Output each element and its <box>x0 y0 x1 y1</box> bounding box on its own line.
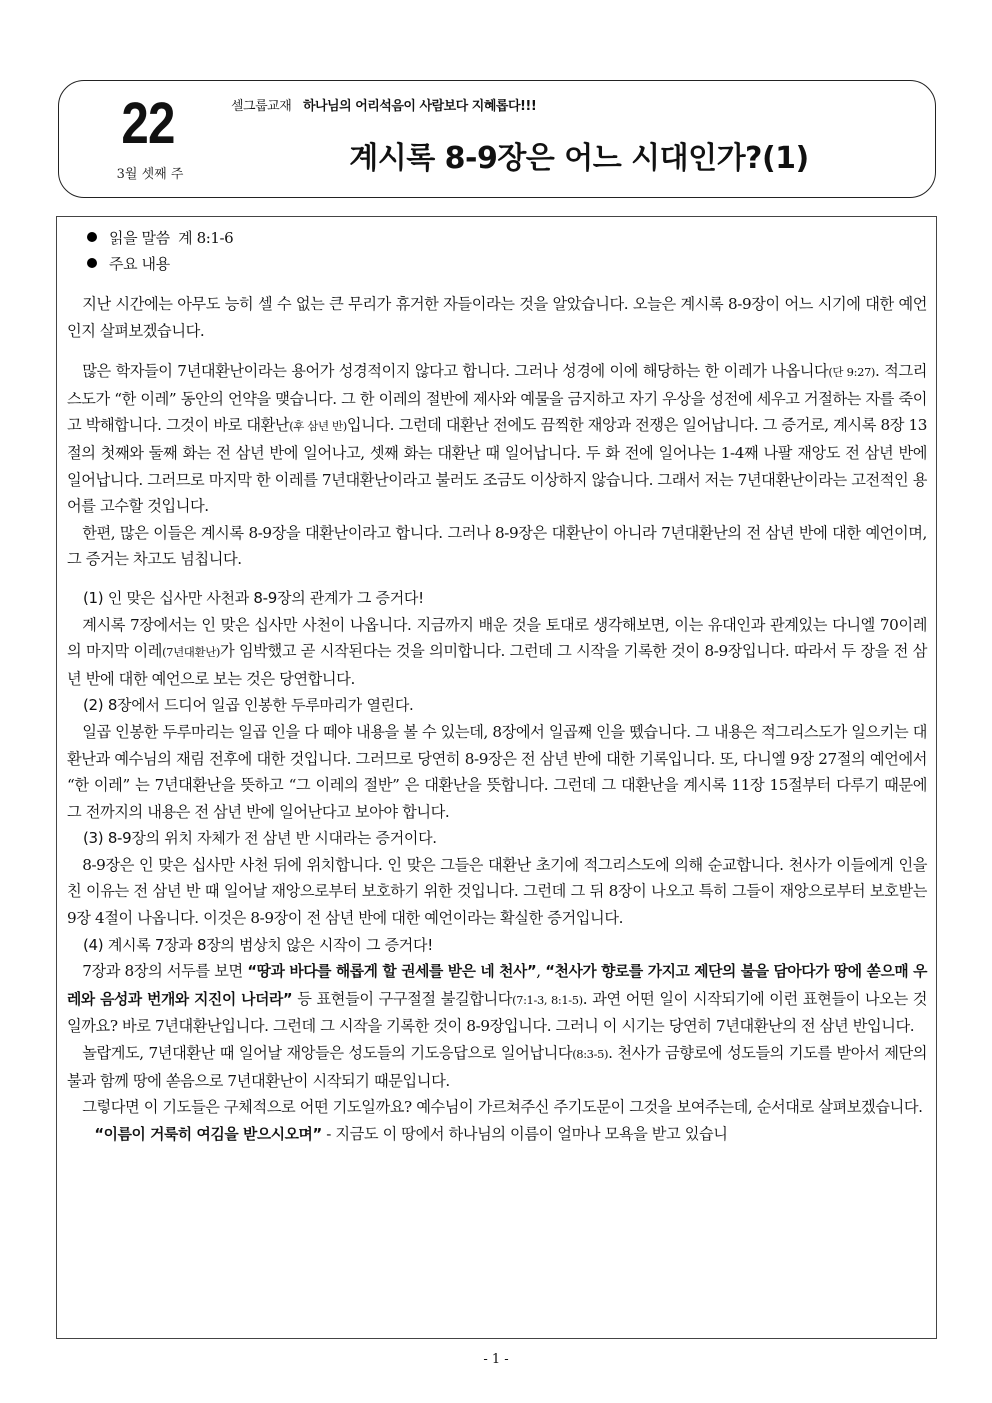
reading-label: 읽을 말씀 <box>109 229 170 247</box>
text-span: 많은 학자들이 7년대환난이라는 용어가 성경적이지 않다고 합니다. 그러나 성경에 이에 해당하는 한 이레가 나옵니다 <box>82 362 829 381</box>
paragraph-thesis: 한편, 많은 이들은 계시록 8-9장을 대환난이라고 합니다. 그러나 8-9장은 대환난이 아니라 7년대환난의 전 삼년 반에 대한 예언이며, 그 증거는 차고도 넘칩니다. <box>67 523 927 569</box>
lesson-week: 3월 셋째 주 <box>116 167 184 182</box>
section-body-1 <box>67 612 927 693</box>
text-span: 입니다. 그런데 대환난 전에도 끔찍한 재앙과 전쟁은 일어납니다. 그 증거로, 계시록 8장 13절의 첫째와 둘째 화는 전 삼년 반에 일어나고, 셋째 화는 대환난 때 일어납니다. 두 화 전에 일어나는 1-4째 나팔 재앙도 전 삼년 반에 일어납니다. 그러므로 마지막 한 이레를 7년대환난이라고 불러도 조금도 이상하지 않습니다. 그래서 저는 7년대환난이라는 고전적인 용어를 고수할 것입니다. <box>67 416 928 516</box>
section-body-7 <box>67 1121 927 1149</box>
scripture-note: (단 9:27) <box>828 365 875 380</box>
section-heading-1: (1) 인 맞은 십사만 사천과 8-9장의 관계가 그 증거다! <box>83 588 424 607</box>
text-span: 가 임박했고 곧 시작된다는 것을 의미합니다. 그런데 그 시작을 기록한 것이 8-9장입니다. 따라서 두 장을 전 삼년 반에 대한 예언으로 보는 것은 당연합니다. <box>67 642 928 688</box>
text-span: . 천사가 금향로에 성도들의 기도를 받아서 제단의 불과 함께 땅에 쏟음으로 7년대환난이 시작되기 때문입니다. <box>67 1044 928 1090</box>
lesson-number: 22 <box>121 91 175 156</box>
content-box <box>56 216 937 1339</box>
scripture-note: (후 삼년 반) <box>289 419 347 434</box>
bullet-icon <box>87 258 97 268</box>
scripture-quote: “땅과 바다를 해롭게 할 권세를 받은 네 천사” <box>247 963 537 981</box>
section-body-5 <box>67 1040 927 1094</box>
text-span: . 적그리스도가 “한 이레” 동안의 언약을 맺습니다. 그 한 이레의 절반에 제사와 예물을 금지하고 자기 우상을 성전에 세우고 거절하는 자를 죽이고 박해합니다. 그것이 바로 대환난 <box>67 362 927 435</box>
text-span: 놀랍게도, 7년대환난 때 일어날 재앙들은 성도들의 기도응답으로 일어납니다 <box>82 1044 573 1063</box>
text-span: . 과연 어떤 일이 시작되기에 이런 표현들이 나오는 것일까요? 바로 7년대환난입니다. 그런데 그 시작을 기록한 것이 8-9장입니다. 그러니 이 시기는 당연히 7년대환난의 전 삼년 반입니다. <box>67 989 927 1036</box>
lesson-content <box>67 225 927 1148</box>
paragraph-seven-year-tribulation <box>67 358 927 520</box>
section-heading-4: (4) 계시록 7장과 8장의 범상치 않은 시작이 그 증거다! <box>83 935 433 954</box>
text-span: - 지금도 이 땅에서 하나님의 이름이 얼마나 모욕을 받고 있습니 <box>321 1124 728 1143</box>
series-line <box>231 95 536 114</box>
reading-reference: 계 8:1-6 <box>178 229 234 247</box>
text-span: 7장과 8장의 서두를 보면 <box>82 962 248 981</box>
scripture-note: (7:1-3, 8:1-5) <box>512 992 583 1007</box>
scripture-note: (8:3-5) <box>572 1047 609 1062</box>
series-motto: 하나님의 어리석음이 사람보다 지혜롭다!!! <box>302 99 537 114</box>
summary-label: 주요 내용 <box>109 255 170 273</box>
series-tag: 셀그룹교재 <box>231 99 292 114</box>
text-span: , <box>536 962 546 981</box>
lesson-title: 계시록 8-9장은 어느 시대인가?(1) <box>349 141 809 176</box>
lesson-header <box>58 80 936 198</box>
section-body-3: 8-9장은 인 맞은 십사만 사천 뒤에 위치합니다. 인 맞은 그들은 대환난 초기에 적그리스도에 의해 순교합니다. 천사가 이들에게 인을 친 이유는 전 삼년 반 때 일어날 재앙으로부터 보호하기 위한 것입니다. 그런데 그 뒤 8장이 나오고 특히 그들이 재앙으로부터 보호받는 9장 4절이 나옵니다. 이것은 8-9장이 전 삼년 반에 대한 예언이라는 확실한 증거입니다. <box>67 855 927 928</box>
text-span: 계시록 7장에서는 인 맞은 십사만 사천이 나옵니다. 지금까지 배운 것을 토대로 생각해보면, 이는 유대인과 관계있는 다니엘 70이레의 마지막 이레 <box>67 615 927 661</box>
scripture-note: (7년대환난) <box>162 645 221 660</box>
page-number: - 1 - <box>483 1352 509 1367</box>
reading-row <box>87 225 927 251</box>
prayer-quote: “이름이 거룩히 여김을 받으시오며” <box>94 1125 322 1143</box>
section-heading-3: (3) 8-9장의 위치 자체가 전 삼년 반 시대라는 증거이다. <box>83 829 437 848</box>
text-span: 등 표현들이 구구절절 불길합니다 <box>292 989 513 1008</box>
summary-row <box>87 251 927 277</box>
scripture-quote: “천사가 향로를 가지고 제단의 불을 담아다가 땅에 쏟으매 우레와 음성과 번개와 지진이 나더라” <box>67 963 927 1008</box>
bullet-icon <box>87 232 97 242</box>
paragraph-intro: 지난 시간에는 아무도 능히 셀 수 없는 큰 무리가 휴거한 자들이라는 것을 알았습니다. 오늘은 계시록 8-9장이 어느 시기에 대한 예언인지 살펴보겠습니다. <box>67 295 927 340</box>
section-body-4 <box>67 958 927 1040</box>
section-body-6: 그렇다면 이 기도들은 구체적으로 어떤 기도일까요? 예수님이 가르쳐주신 주기도문이 그것을 보여주는데, 순서대로 살펴보겠습니다. <box>82 1098 923 1117</box>
section-body-2: 일곱 인봉한 두루마리는 일곱 인을 다 떼야 내용을 볼 수 있는데, 8장에서 일곱째 인을 뗐습니다. 그 내용은 적그리스도가 일으키는 대환난과 예수님의 재림 전후에 대한 것입니다. 그러므로 당연히 8-9장은 전 삼년 반에 대한 기록입니다. 또, 다니엘 9장 27절의 예언에서 “한 이레” 는 7년대환난을 뜻하고 “그 이레의 절반” 은 대환난을 뜻합니다. 그런데 그 대환난을 계시록 11장 15절부터 다루기 때문에 그 전까지의 내용은 전 삼년 반에 일어난다고 보아야 합니다. <box>67 722 927 821</box>
section-heading-2: (2) 8장에서 드디어 일곱 인봉한 두루마리가 열린다. <box>83 696 414 715</box>
